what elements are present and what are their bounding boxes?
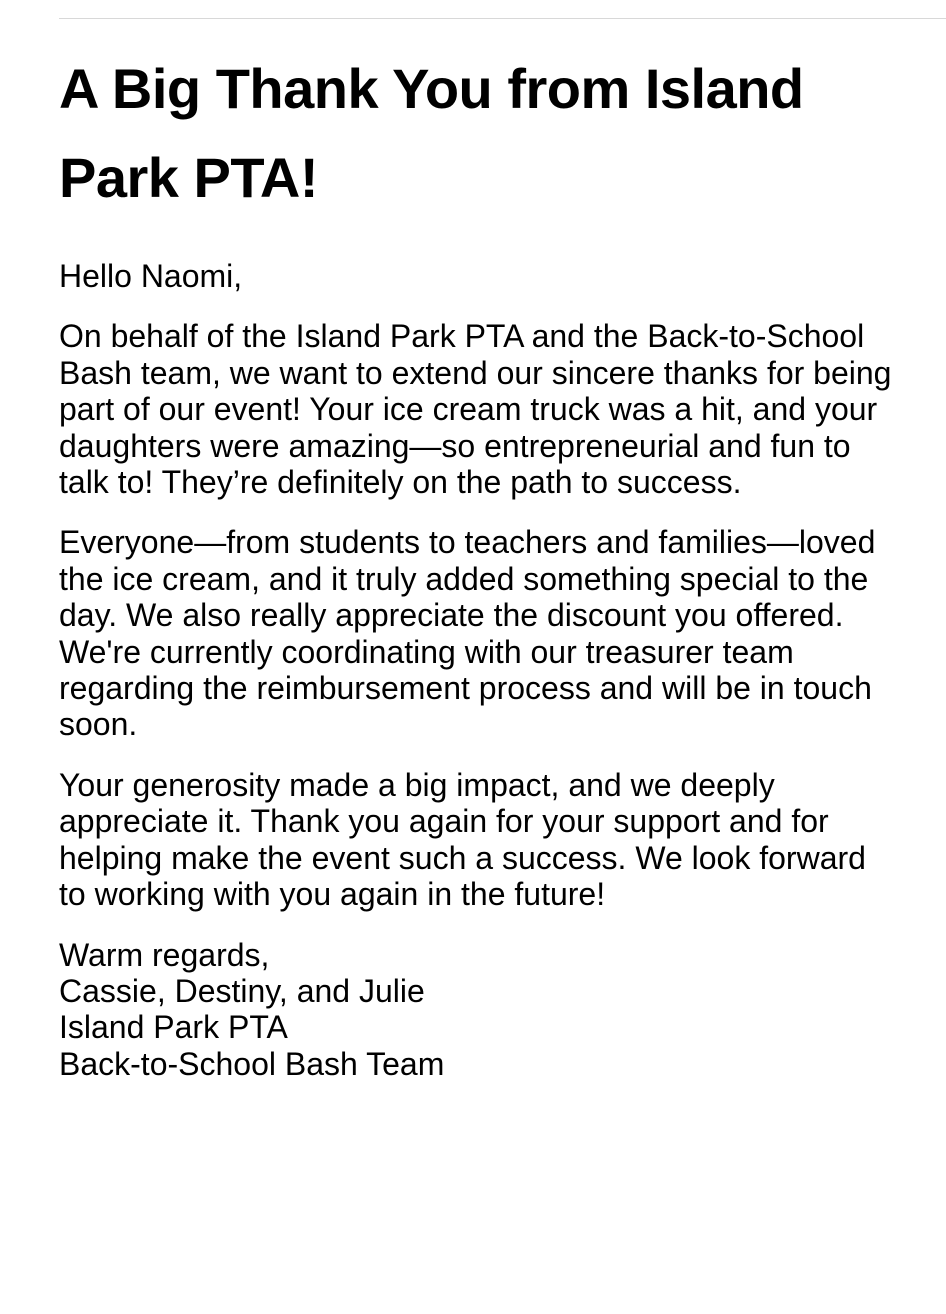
signoff-closing: Warm regards, xyxy=(59,936,270,973)
email-subject: A Big Thank You from Island Park PTA! xyxy=(59,57,804,209)
email-paragraph-1: On behalf of the Island Park PTA and the Back-to-School Bash team, we want to extend our sincere thanks for being part of our event! Your ice cream truck was a hit, and your daughters were amazing—so entrepreneurial and fun to talk to! They’re definitely on the path to success. xyxy=(59,318,892,501)
signoff-names: Cassie, Destiny, and Julie xyxy=(59,972,425,1009)
email-paragraph-2: Everyone—from students to teachers and families—loved the ice cream, and it truly added something special to the day. We also really appreciate the discount you offered. We're currently coordinating with our treasurer team regarding the reimbursement process and will be in touch soon. xyxy=(59,524,876,743)
email-message xyxy=(59,44,899,1082)
email-signoff xyxy=(59,937,899,1083)
email-greeting: Hello Naomi, xyxy=(59,258,243,294)
signoff-team: Back-to-School Bash Team xyxy=(59,1045,445,1082)
email-paragraph-3: Your generosity made a big impact, and we deeply appreciate it. Thank you again for your support and for helping make the event such a success. We look forward to working with you again in the future! xyxy=(59,766,866,913)
header-divider xyxy=(59,18,946,19)
email-body xyxy=(59,258,899,1082)
signoff-organization: Island Park PTA xyxy=(59,1009,288,1046)
